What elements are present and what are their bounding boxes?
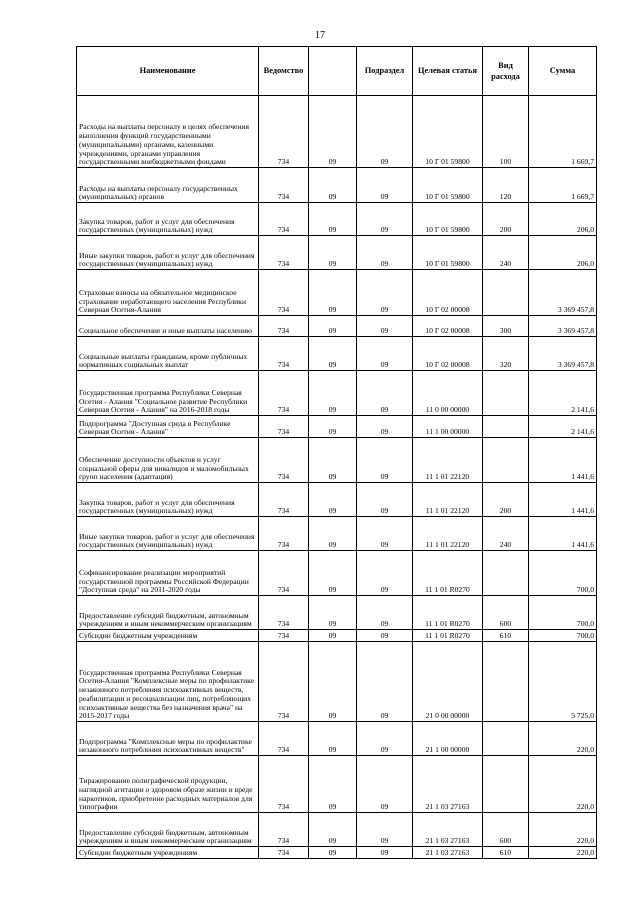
cell-name: Иные закупки товаров, работ и услуг для обеспечения государственных (муниципальных) нужд <box>77 236 259 270</box>
cell-kind <box>483 551 529 596</box>
cell-section: 09 <box>309 756 357 813</box>
cell-dept: 734 <box>259 756 309 813</box>
cell-dept: 734 <box>259 316 309 337</box>
cell-sum: 220,0 <box>529 813 597 847</box>
cell-kind: 600 <box>483 813 529 847</box>
cell-kind: 300 <box>483 316 529 337</box>
cell-dept: 734 <box>259 270 309 316</box>
cell-subsection: 09 <box>357 416 413 438</box>
cell-section: 09 <box>309 642 357 722</box>
table-row <box>77 722 597 756</box>
header-kind: Вид расхода <box>483 47 529 96</box>
cell-section: 09 <box>309 337 357 371</box>
cell-subsection: 09 <box>357 236 413 270</box>
cell-kind: 120 <box>483 168 529 203</box>
cell-name: Расходы на выплаты персоналу государственных (муниципальных) органов <box>77 168 259 203</box>
table-row <box>77 371 597 416</box>
table-row <box>77 813 597 847</box>
table-row <box>77 270 597 316</box>
cell-subsection: 09 <box>357 642 413 722</box>
cell-sum: 3 369 457,8 <box>529 270 597 316</box>
table-row <box>77 517 597 551</box>
table-row <box>77 203 597 236</box>
cell-section: 09 <box>309 483 357 517</box>
cell-subsection: 09 <box>357 270 413 316</box>
cell-dept: 734 <box>259 371 309 416</box>
table-row <box>77 756 597 813</box>
cell-sum: 3 369 457,8 <box>529 316 597 337</box>
cell-subsection: 09 <box>357 371 413 416</box>
cell-target: 11 1 00 00000 <box>413 416 483 438</box>
cell-kind <box>483 438 529 483</box>
cell-dept: 734 <box>259 642 309 722</box>
table-row <box>77 847 597 859</box>
cell-sum: 220,0 <box>529 722 597 756</box>
cell-section: 09 <box>309 438 357 483</box>
cell-subsection: 09 <box>357 438 413 483</box>
cell-name: Предоставление субсидий бюджетным, автономным учреждениям и иным некоммерческим организациям <box>77 596 259 630</box>
cell-subsection: 09 <box>357 168 413 203</box>
cell-sum: 700,0 <box>529 630 597 642</box>
cell-dept: 734 <box>259 847 309 859</box>
cell-dept: 734 <box>259 517 309 551</box>
table-row <box>77 630 597 642</box>
cell-section: 09 <box>309 203 357 236</box>
cell-subsection: 09 <box>357 596 413 630</box>
cell-target: 11 1 01 R0270 <box>413 596 483 630</box>
cell-subsection: 09 <box>357 722 413 756</box>
cell-subsection: 09 <box>357 316 413 337</box>
header-sum: Сумма <box>529 47 597 96</box>
cell-sum: 1 441,6 <box>529 517 597 551</box>
cell-name: Государственная программа Республики Северная Осетия-Алания "Комплексные меры по профилактике незаконного потребления психоактивных веществ, реабилитации и ресоциализации лиц, потребляющих психоактивные вещества без назначения врача" на 2015-2017 годы <box>77 642 259 722</box>
cell-dept: 734 <box>259 596 309 630</box>
cell-target: 21 1 03 27163 <box>413 847 483 859</box>
cell-target: 21 1 03 27163 <box>413 813 483 847</box>
cell-name: Страховые взносы на обязательное медицинское страхование неработающего населения Республики Северная Осетия-Алания <box>77 270 259 316</box>
cell-kind: 200 <box>483 203 529 236</box>
cell-kind <box>483 371 529 416</box>
cell-sum: 1 669,7 <box>529 168 597 203</box>
cell-target: 10 Г 02 00008 <box>413 270 483 316</box>
cell-kind: 320 <box>483 337 529 371</box>
cell-kind <box>483 270 529 316</box>
cell-dept: 734 <box>259 203 309 236</box>
cell-sum: 1 441,6 <box>529 483 597 517</box>
table-row <box>77 642 597 722</box>
cell-target: 10 Г 01 59800 <box>413 168 483 203</box>
cell-kind: 610 <box>483 630 529 642</box>
cell-name: Закупка товаров, работ и услуг для обеспечения государственных (муниципальных) нужд <box>77 203 259 236</box>
cell-sum: 2 141,6 <box>529 371 597 416</box>
cell-name: Тиражирование полиграфической продукции, наглядной агитации о здоровом образе жизни и вреде наркотиков, приобретение расходных материалов для типографии <box>77 756 259 813</box>
cell-target: 11 1 01 22120 <box>413 438 483 483</box>
cell-section: 09 <box>309 236 357 270</box>
cell-section: 09 <box>309 722 357 756</box>
cell-section: 09 <box>309 96 357 168</box>
cell-target: 10 Г 02 00008 <box>413 337 483 371</box>
cell-target: 21 1 00 00000 <box>413 722 483 756</box>
header-subsection: Подраздел <box>357 47 413 96</box>
cell-target: 10 Г 01 59800 <box>413 96 483 168</box>
table-row <box>77 483 597 517</box>
cell-name: Расходы на выплаты персоналу в целях обеспечения выполнения функций государственными (муниципальными) органами, казенными учреждениями, органами управления государственными внебюджетными фондами <box>77 96 259 168</box>
cell-section: 09 <box>309 270 357 316</box>
page-number: 17 <box>315 30 325 41</box>
cell-kind <box>483 642 529 722</box>
cell-sum: 220,0 <box>529 756 597 813</box>
table-body <box>77 96 597 859</box>
table-row <box>77 337 597 371</box>
cell-kind <box>483 756 529 813</box>
cell-target: 21 0 00 00000 <box>413 642 483 722</box>
cell-target: 10 Г 01 59800 <box>413 203 483 236</box>
cell-name: Закупка товаров, работ и услуг для обеспечения государственных (муниципальных) нужд <box>77 483 259 517</box>
table-header-row <box>77 47 597 96</box>
cell-target: 11 1 01 R0270 <box>413 551 483 596</box>
cell-kind <box>483 722 529 756</box>
cell-target: 21 1 03 27163 <box>413 756 483 813</box>
cell-sum: 1 669,7 <box>529 96 597 168</box>
cell-name: Социальные выплаты гражданам, кроме публичных нормативных социальных выплат <box>77 337 259 371</box>
cell-name: Субсидии бюджетным учреждениям <box>77 847 259 859</box>
cell-dept: 734 <box>259 416 309 438</box>
cell-section: 09 <box>309 316 357 337</box>
cell-dept: 734 <box>259 168 309 203</box>
cell-section: 09 <box>309 371 357 416</box>
cell-sum: 206,0 <box>529 236 597 270</box>
cell-name: Государственная программа Республики Северная Осетия - Алания "Социальное развитие Республики Северная Осетия - Алания" на 2016-2018 годы <box>77 371 259 416</box>
cell-target: 10 Г 01 59800 <box>413 236 483 270</box>
table-row <box>77 168 597 203</box>
cell-target: 10 Г 02 00008 <box>413 316 483 337</box>
table-row <box>77 416 597 438</box>
cell-name: Софинансирование реализации мероприятий государственной программы Российской Федерации "Доступная среда" на 2011-2020 годы <box>77 551 259 596</box>
cell-sum: 2 141,6 <box>529 416 597 438</box>
table-row <box>77 438 597 483</box>
cell-name: Подпрограмма "Комплексные меры по профилактике незаконного потребления психоактивных веществ" <box>77 722 259 756</box>
cell-section: 09 <box>309 168 357 203</box>
cell-section: 09 <box>309 847 357 859</box>
cell-name: Обеспечение доступности объектов и услуг социальной сферы для инвалидов и маломобильных групп населения (адаптация) <box>77 438 259 483</box>
table-row <box>77 316 597 337</box>
cell-sum: 206,0 <box>529 203 597 236</box>
header-section <box>309 47 357 96</box>
header-name: Наименование <box>77 47 259 96</box>
budget-table <box>76 46 597 859</box>
cell-kind: 610 <box>483 847 529 859</box>
cell-section: 09 <box>309 630 357 642</box>
cell-subsection: 09 <box>357 756 413 813</box>
cell-target: 11 1 01 22120 <box>413 483 483 517</box>
cell-kind <box>483 416 529 438</box>
cell-section: 09 <box>309 813 357 847</box>
cell-kind: 240 <box>483 236 529 270</box>
cell-subsection: 09 <box>357 551 413 596</box>
cell-section: 09 <box>309 551 357 596</box>
cell-target: 11 1 01 R0270 <box>413 630 483 642</box>
cell-dept: 734 <box>259 551 309 596</box>
cell-subsection: 09 <box>357 813 413 847</box>
cell-dept: 734 <box>259 813 309 847</box>
cell-sum: 3 369 457,8 <box>529 337 597 371</box>
cell-dept: 734 <box>259 96 309 168</box>
cell-dept: 734 <box>259 630 309 642</box>
table-row <box>77 96 597 168</box>
header-target: Целевая статья <box>413 47 483 96</box>
cell-kind: 600 <box>483 596 529 630</box>
cell-kind: 240 <box>483 517 529 551</box>
table-row <box>77 236 597 270</box>
cell-section: 09 <box>309 416 357 438</box>
table-row <box>77 551 597 596</box>
cell-target: 11 1 01 22120 <box>413 517 483 551</box>
table-row <box>77 596 597 630</box>
cell-name: Иные закупки товаров, работ и услуг для обеспечения государственных (муниципальных) нужд <box>77 517 259 551</box>
cell-subsection: 09 <box>357 517 413 551</box>
cell-sum: 700,0 <box>529 551 597 596</box>
cell-name: Социальное обеспечение и иные выплаты населению <box>77 316 259 337</box>
cell-kind: 200 <box>483 483 529 517</box>
cell-dept: 734 <box>259 722 309 756</box>
cell-sum: 5 725,0 <box>529 642 597 722</box>
cell-sum: 700,0 <box>529 596 597 630</box>
cell-subsection: 09 <box>357 337 413 371</box>
cell-dept: 734 <box>259 438 309 483</box>
cell-sum: 1 441,6 <box>529 438 597 483</box>
cell-dept: 734 <box>259 337 309 371</box>
header-dept: Ведомство <box>259 47 309 96</box>
cell-section: 09 <box>309 517 357 551</box>
cell-kind: 100 <box>483 96 529 168</box>
cell-target: 11 0 00 00000 <box>413 371 483 416</box>
cell-dept: 734 <box>259 483 309 517</box>
cell-dept: 734 <box>259 236 309 270</box>
cell-subsection: 09 <box>357 96 413 168</box>
cell-subsection: 09 <box>357 483 413 517</box>
cell-name: Субсидии бюджетным учреждениям <box>77 630 259 642</box>
cell-subsection: 09 <box>357 203 413 236</box>
cell-sum: 220,0 <box>529 847 597 859</box>
cell-subsection: 09 <box>357 847 413 859</box>
cell-section: 09 <box>309 596 357 630</box>
cell-subsection: 09 <box>357 630 413 642</box>
cell-name: Предоставление субсидий бюджетным, автономным учреждениям и иным некоммерческим организациям <box>77 813 259 847</box>
cell-name: Подпрограмма "Доступная среда в Республике Северная Осетия - Алания" <box>77 416 259 438</box>
